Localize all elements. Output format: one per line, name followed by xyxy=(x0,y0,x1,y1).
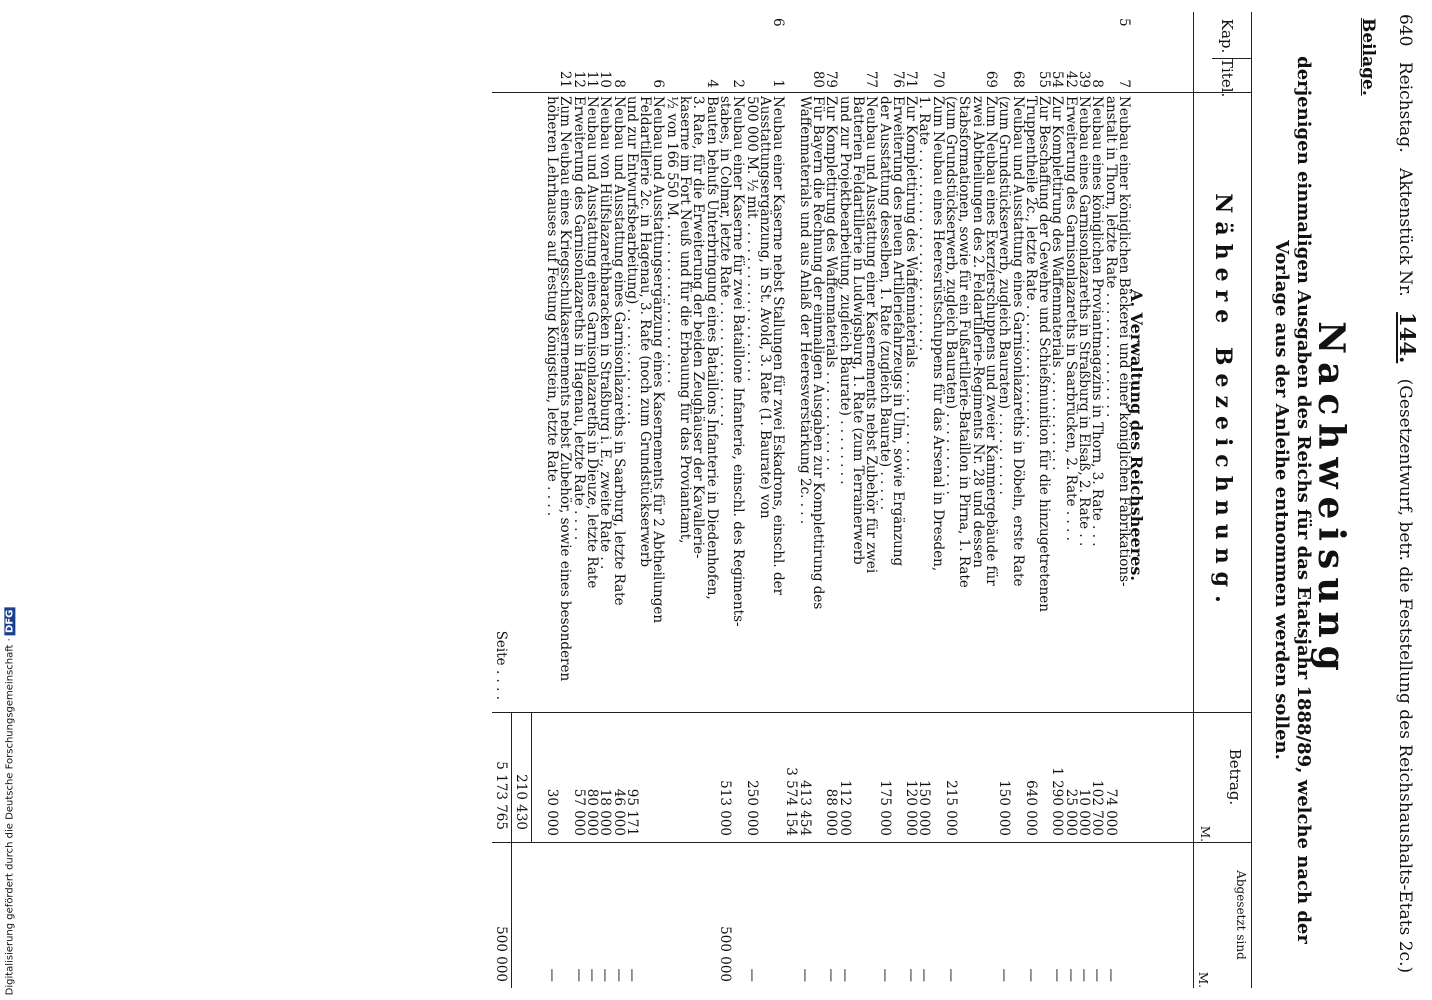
row-description: Zur Beschaffung der Gewehre und Schießmunition für die hinzugetretenen xyxy=(1036,96,1053,612)
row-description: Zur Komplettirung des Waffenmaterials . . . . . . . . . . . . xyxy=(823,96,840,471)
row-description: Zum Neubau eines Kriegsschulkasernements nebst Zubehör, sowie eines besonderen xyxy=(557,96,574,682)
row-amount: 74 000 xyxy=(1102,788,1119,836)
page-total-label: Seite . . . . xyxy=(493,630,509,700)
row-abgesetzt: — xyxy=(876,968,893,982)
row-description: höheren Lehrhauses auf Festung Königstein, letzte Rate . . . . xyxy=(544,96,561,517)
row-titel: 54 xyxy=(1049,70,1066,88)
header-titel: Titel. xyxy=(1218,58,1236,98)
row-titel: 2 xyxy=(730,79,747,88)
row-description: ½ von 166 550 M. . . . . . . . . . . . . . . . . . . . xyxy=(663,96,680,384)
row-titel: 68 xyxy=(1009,70,1026,88)
page-total-abgesetzt: 500 000 xyxy=(493,926,509,982)
row-abgesetzt: — xyxy=(796,968,813,982)
row-abgesetzt: — xyxy=(1102,968,1119,982)
section-heading: A. Verwaltung des Reichsheeres. xyxy=(1127,289,1146,581)
row-titel: 1 xyxy=(770,79,787,88)
row-description: Ausstattungsergänzung, in St. Avold, 3. Rate (1. Baurate) von xyxy=(756,96,773,519)
row-abgesetzt: 500 000 xyxy=(717,926,733,982)
row-amount: 102 700 xyxy=(1089,780,1106,836)
page-title: Nachweisung xyxy=(1310,321,1352,679)
row-abgesetzt: — xyxy=(943,968,960,982)
row-description: Neubau und Ausstattung einer Kasernements nebst Zubehör für zwei xyxy=(863,96,880,574)
row-abgesetzt: — xyxy=(1089,968,1106,982)
row-amount: 215 000 xyxy=(943,780,960,836)
row-description: und zur Projektbearbeitung, zugleich Baurate) . . . . . . . . xyxy=(836,96,853,485)
row-amount: 640 000 xyxy=(1022,780,1039,836)
row-titel: 71 xyxy=(903,70,920,88)
row-titel: 76 xyxy=(889,70,906,88)
row-description: Zum Neubau eines Exerzierschuppens und zweier Kammergebäude für xyxy=(983,96,999,586)
row-titel: 11 xyxy=(584,70,600,88)
row-description: Neubau eines königlichen Proviantmagazins in Thorn, 3. Rate . . . xyxy=(1089,96,1106,547)
row-description: Zur Komplettirung des Waffenmaterials . . . . . . . . . . . . xyxy=(903,96,920,471)
row-amount: 25 000 xyxy=(1062,788,1079,836)
row-amount: 18 000 xyxy=(597,788,614,836)
row-description: (zum Grundstückserwerb, zugleich Bauraten) . . . . . . . . . . xyxy=(943,96,960,495)
row-titel: 42 xyxy=(1062,70,1079,88)
page-subtitle: derjenigen einmaligen Ausgaben des Reichs für das Etatsjahr 1888/89, welche nach der Vorlage aus der Anleihe entnommen werden sollen. xyxy=(1271,56,1314,944)
row-abgesetzt: — xyxy=(823,968,840,982)
row-description: 1. Rate . . . . . . . . . . . . . . . . . . . . . . . . xyxy=(916,96,933,352)
row-abgesetzt: — xyxy=(1062,968,1079,982)
row-description: Bauten behufs Unterbringung eines Bataillons Infanterie in Diedenhofen, xyxy=(703,96,720,600)
row-abgesetzt: — xyxy=(597,968,614,982)
row-description: (zum Grundstückserwerb, zugleich Bauraten) . . . . . . . . . . xyxy=(996,96,1013,495)
row-titel: 7 xyxy=(1116,79,1132,88)
row-description: Neubau einer Kaserne nebst Stallungen für zwei Eskadrons, einschl. der xyxy=(770,96,787,596)
row-amount: 175 000 xyxy=(876,780,893,836)
row-description: Batterien Feldartillerie in Ludwigsburg, 1. Rate (zum Terrainerwerb xyxy=(850,96,866,565)
row-description: 500 000 M. ½ mit . . . . . . . . . . . . . . . . . . . xyxy=(743,96,760,382)
row-abgesetzt: — xyxy=(623,968,640,982)
row-titel: 4 xyxy=(703,79,720,88)
row-amount: 57 000 xyxy=(570,788,587,836)
row-amount: 513 000 xyxy=(717,780,733,836)
total-rule xyxy=(511,712,512,988)
row-abgesetzt: — xyxy=(1076,968,1093,982)
subtotal-6-rule xyxy=(531,712,532,842)
row-titel: 79 xyxy=(823,70,840,88)
row-amount: 150 000 xyxy=(996,780,1013,836)
row-description: Neubau und Ausstattung eines Garnisonlazareths in Saarburg, letzte Rate xyxy=(610,96,627,606)
row-description: Zum Neubau eines Heeresrüstschuppens für das Arsenal in Dresden, xyxy=(929,96,946,572)
row-amount: 46 000 xyxy=(610,788,627,836)
row-description: Neubau und Ausstattung eines Garnisonlazareths in Döbeln, erste Rate xyxy=(1009,96,1026,587)
dfg-logo: DFG xyxy=(4,609,16,633)
row-description: Zur Komplettirung des Waffenmaterials . . . . . . . . . . . . xyxy=(1049,96,1066,471)
document-subject: (Gesetzentwurf, betr. die Feststellung des Reichshaushalts-Etats 2c.) xyxy=(1395,378,1415,974)
row-amount: 3 574 154 xyxy=(783,767,800,836)
row-amount: 1 290 000 xyxy=(1049,767,1066,836)
row-description: kaserne im Fort Neuß und für die Erbauung für das Proviantamt, xyxy=(677,96,694,544)
row-description: Neubau und Ausstattung eines Garnisonlazareths in Dieuze, letzte Rate xyxy=(584,96,600,589)
row-kap: 5 xyxy=(1116,18,1132,27)
row-amount: 30 000 xyxy=(544,788,561,836)
row-amount: 413 454 xyxy=(796,780,813,836)
row-description: der Ausstattung desselben, 1. Rate (zugleich Baurate) . . . . . xyxy=(876,96,893,511)
row-description: zwei Abtheilungen des 2. Feldartillerie-Regiments Nr. 28 und dessen xyxy=(969,96,986,568)
row-titel: 8 xyxy=(1089,79,1106,88)
row-kap: 6 xyxy=(770,18,787,27)
row-titel: 69 xyxy=(983,70,999,88)
row-description: Neubau einer Kaserne für zwei Bataillone Infanterie, einschl. des Regiments- xyxy=(730,96,747,627)
row-abgesetzt: — xyxy=(570,968,587,982)
row-description: Neubau eines Garnisonlazareths in Straßburg in Elsaß, 2. Rate . . xyxy=(1076,96,1093,547)
row-description: Neubau und Ausstattungsergänzung eines Kasernements für 2 Abtheilungen xyxy=(650,96,667,624)
row-abgesetzt: — xyxy=(544,968,561,982)
row-abgesetzt: — xyxy=(1022,968,1039,982)
row-titel: 77 xyxy=(863,70,880,88)
row-description: Truppentheile 2c., letzte Rate . . . . . . . . . . . . . . . . xyxy=(1022,96,1039,438)
header-kap: Kap. xyxy=(1218,18,1236,54)
row-titel: 10 xyxy=(597,70,614,88)
row-description: 3. Rate, für die Erweiterung der beiden Zeughäuser der Kavallerie- xyxy=(690,96,707,559)
page-number: 640 xyxy=(1395,14,1415,47)
row-description: stabes, in Colmar, letzte Rate . . . . . . . . . . . . . . . xyxy=(717,96,733,427)
row-description: anstalt in Thorn, letzte Rate . . . . . . . . . . . . . . . xyxy=(1102,96,1119,418)
row-titel: 39 xyxy=(1076,70,1093,88)
row-titel: 6 xyxy=(650,79,667,88)
row-abgesetzt: — xyxy=(916,968,933,982)
titel-divider xyxy=(492,92,1252,93)
funding-note xyxy=(4,607,15,995)
row-titel: 8 xyxy=(610,79,627,88)
row-titel: 55 xyxy=(1036,70,1053,88)
funding-text: Digitalisierung gefördert durch die Deutsche Forschungsgemeinschaft · xyxy=(4,637,16,995)
row-titel: 80 xyxy=(810,70,827,88)
beilage-label: Beilage. xyxy=(1358,18,1378,96)
row-amount: 250 000 xyxy=(743,780,760,836)
row-abgesetzt: — xyxy=(996,968,1013,982)
header-betrag-currency: M. xyxy=(1198,825,1212,842)
row-description: und zur Entwurfsbearbeitung) . . . . . . . . . . . . . . xyxy=(623,96,640,425)
row-titel: 12 xyxy=(570,70,587,88)
row-description: Stabsformationen, sowie für ein Fußartillerie-Bataillon in Pirna, 1. Rate xyxy=(956,96,973,588)
header-betrag: Betrag. xyxy=(1226,748,1244,806)
row-amount: 10 000 xyxy=(1076,788,1093,836)
row-description: Erweiterung des Garnisonlazareths in Hagenau, letzte Rate . . . . xyxy=(570,96,587,541)
row-abgesetzt: — xyxy=(903,968,920,982)
header-abgesetzt: Abgesetzt sind xyxy=(1234,870,1248,960)
row-description: Erweiterung des neuen Artilleriefahrzeugs in Ulm, sowie Ergänzung xyxy=(889,96,906,567)
row-description: Waffenmaterials und aus Anlaß der Heeresverstärkung 2c. . . . xyxy=(796,96,813,525)
document-label: Aktenstück Nr. xyxy=(1395,168,1415,297)
row-description: Neubau von Hülfslazarethbaracken in Straßburg i. E., zweite Rate . . xyxy=(597,96,614,570)
row-abgesetzt: — xyxy=(836,968,853,982)
page-total: 5 173 765 xyxy=(493,761,509,830)
running-header xyxy=(1390,14,1420,999)
header-bezeichnung: Nähere Bezeichnung. xyxy=(1210,193,1236,611)
row-description: Feldartillerie 2c. in Hagenau, 3. Rate (noch zum Grundstückserwerb xyxy=(637,96,654,568)
row-abgesetzt: — xyxy=(743,968,760,982)
row-amount: 88 000 xyxy=(823,788,840,836)
row-amount: 80 000 xyxy=(584,788,600,836)
row-amount: 150 000 xyxy=(916,780,933,836)
subtotal-6: 210 430 xyxy=(513,774,529,830)
document-number: 144. xyxy=(1395,312,1420,364)
row-abgesetzt: — xyxy=(584,968,600,982)
row-titel: 21 xyxy=(557,70,574,88)
row-amount: 112 000 xyxy=(836,780,853,836)
row-amount: 120 000 xyxy=(903,780,920,836)
row-titel: 70 xyxy=(929,70,946,88)
amt-divider xyxy=(492,842,1252,843)
source-name: Reichstag. xyxy=(1395,61,1415,153)
row-amount: 95 171 xyxy=(623,788,640,836)
row-description: Für Bayern die Rechnung der einmaligen Ausgaben zur Komplettirung des xyxy=(810,96,827,610)
row-description: Erweiterung des Garnisonlazareths in Saarbrücken, 2. Rate . . . . xyxy=(1062,96,1079,541)
header-abgesetzt-currency: M. xyxy=(1196,971,1210,988)
row-abgesetzt: — xyxy=(1049,968,1066,982)
row-description: Neubau einer königlichen Bäckerei und einer königlichen Fabrikations- xyxy=(1116,96,1132,587)
row-abgesetzt: — xyxy=(610,968,627,982)
